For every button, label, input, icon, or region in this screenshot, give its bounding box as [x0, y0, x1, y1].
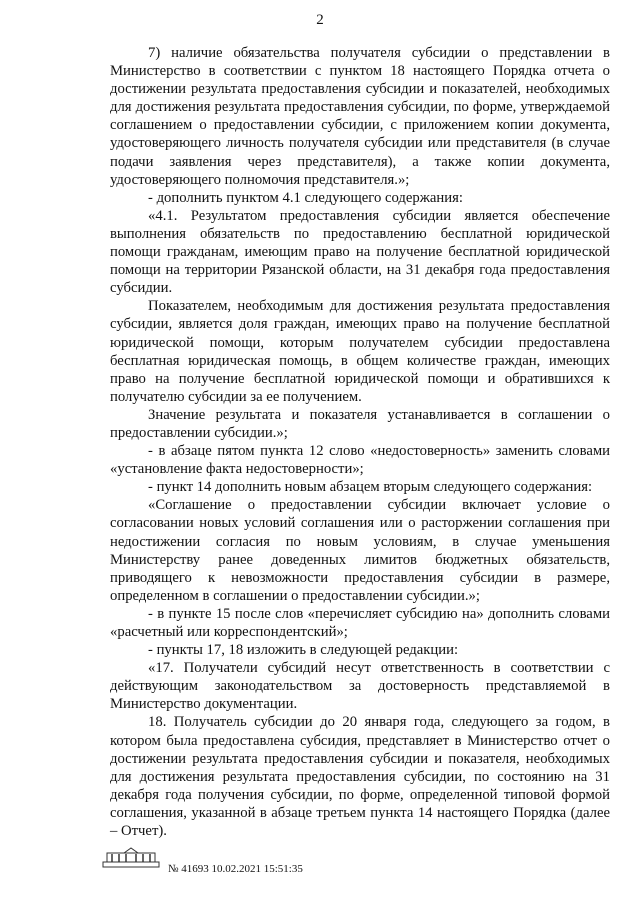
- paragraph-4-1: «4.1. Результатом предоставления субсидии является обеспечение выполнения обязательств по предоставлению бесплатной юридической помощи гражданам, имеющим право на получение бесплатной юридической помощи на территории Рязанской области, на 31 декабря года предоставления субсидии.: [110, 207, 610, 297]
- building-logo-icon: [102, 847, 160, 869]
- instruction-point-14: - пункт 14 дополнить новым абзацем вторым следующего содержания:: [148, 479, 593, 496]
- paragraph-agreement: «Соглашение о предоставлении субсидии включает условие о согласовании новых условий соглашения или о расторжении соглашения при недостижении согласия по новым условиям, в случае уменьшения Министерству ранее доведенных лимитов бюджетных обязательств, приводящего к невозможности предоставления субсидии в размере, определенном в соглашении о предоставлении субсидии.»;: [110, 497, 610, 604]
- instruction-add-4-1: - дополнить пунктом 4.1 следующего содержания:: [148, 189, 463, 206]
- paragraph-indicator: Показателем, необходимым для достижения результата предоставления субсидии, является доля граждан, имеющих право на получение бесплатной юридической помощи, которым получателем субсидии предоставлена бесплатная юридическая помощь, в общем количестве граждан, имеющих право на получение бесплатной юридической помощи и обратившихся к получателю субсидии за ее получением.: [110, 298, 610, 405]
- paragraph-17: «17. Получатели субсидий несут ответственность в соответствии с действующим законодательством за достоверность представляемой в Министерство документации.: [110, 660, 610, 713]
- document-body: [110, 44, 610, 840]
- paragraph-item-7: 7) наличие обязательства получателя субсидии о представлении в Министерство в соответствии с пунктом 18 настоящего Порядка отчета о достижении результата предоставления субсидии и показателей, необходимых для достижения результата предоставления субсидии, по форме, утверждаемой соглашением о предоставлении субсидии, с приложением копии документа, удостоверяющего личность получателя субсидии или представителя (в случае подачи заявления через представителя), а также копии документа, удостоверяющего полномочия представителя.»;: [110, 45, 610, 188]
- paragraph-18: 18. Получатель субсидии до 20 января года, следующего за годом, в котором была предоставлена субсидия, представляет в Министерство отчет о достижении результата предоставления субсидии и показателя, необходимых для достижения результата предоставления субсидии, по состоянию на 31 декабря года получения субсидии, по форме, определенной типовой формой соглашения, указанной в абзаце третьем пункта 14 настоящего Порядка (далее – Отчет).: [110, 714, 610, 840]
- footer-stamp: № 41693 10.02.2021 15:51:35: [168, 863, 303, 875]
- instruction-points-17-18: - пункты 17, 18 изложить в следующей редакции:: [148, 642, 459, 659]
- instruction-point-12: - в абзаце пятом пункта 12 слово «недостоверность» заменить словами «установление факта недостоверности»;: [110, 443, 610, 478]
- instruction-point-15: - в пункте 15 после слов «перечисляет субсидию на» дополнить словами «расчетный или корреспондентский»;: [110, 605, 610, 640]
- paragraph-value: Значение результата и показателя устанавливается в соглашении о предоставлении субсидии.»;: [110, 406, 610, 441]
- page-number: 2: [316, 12, 324, 28]
